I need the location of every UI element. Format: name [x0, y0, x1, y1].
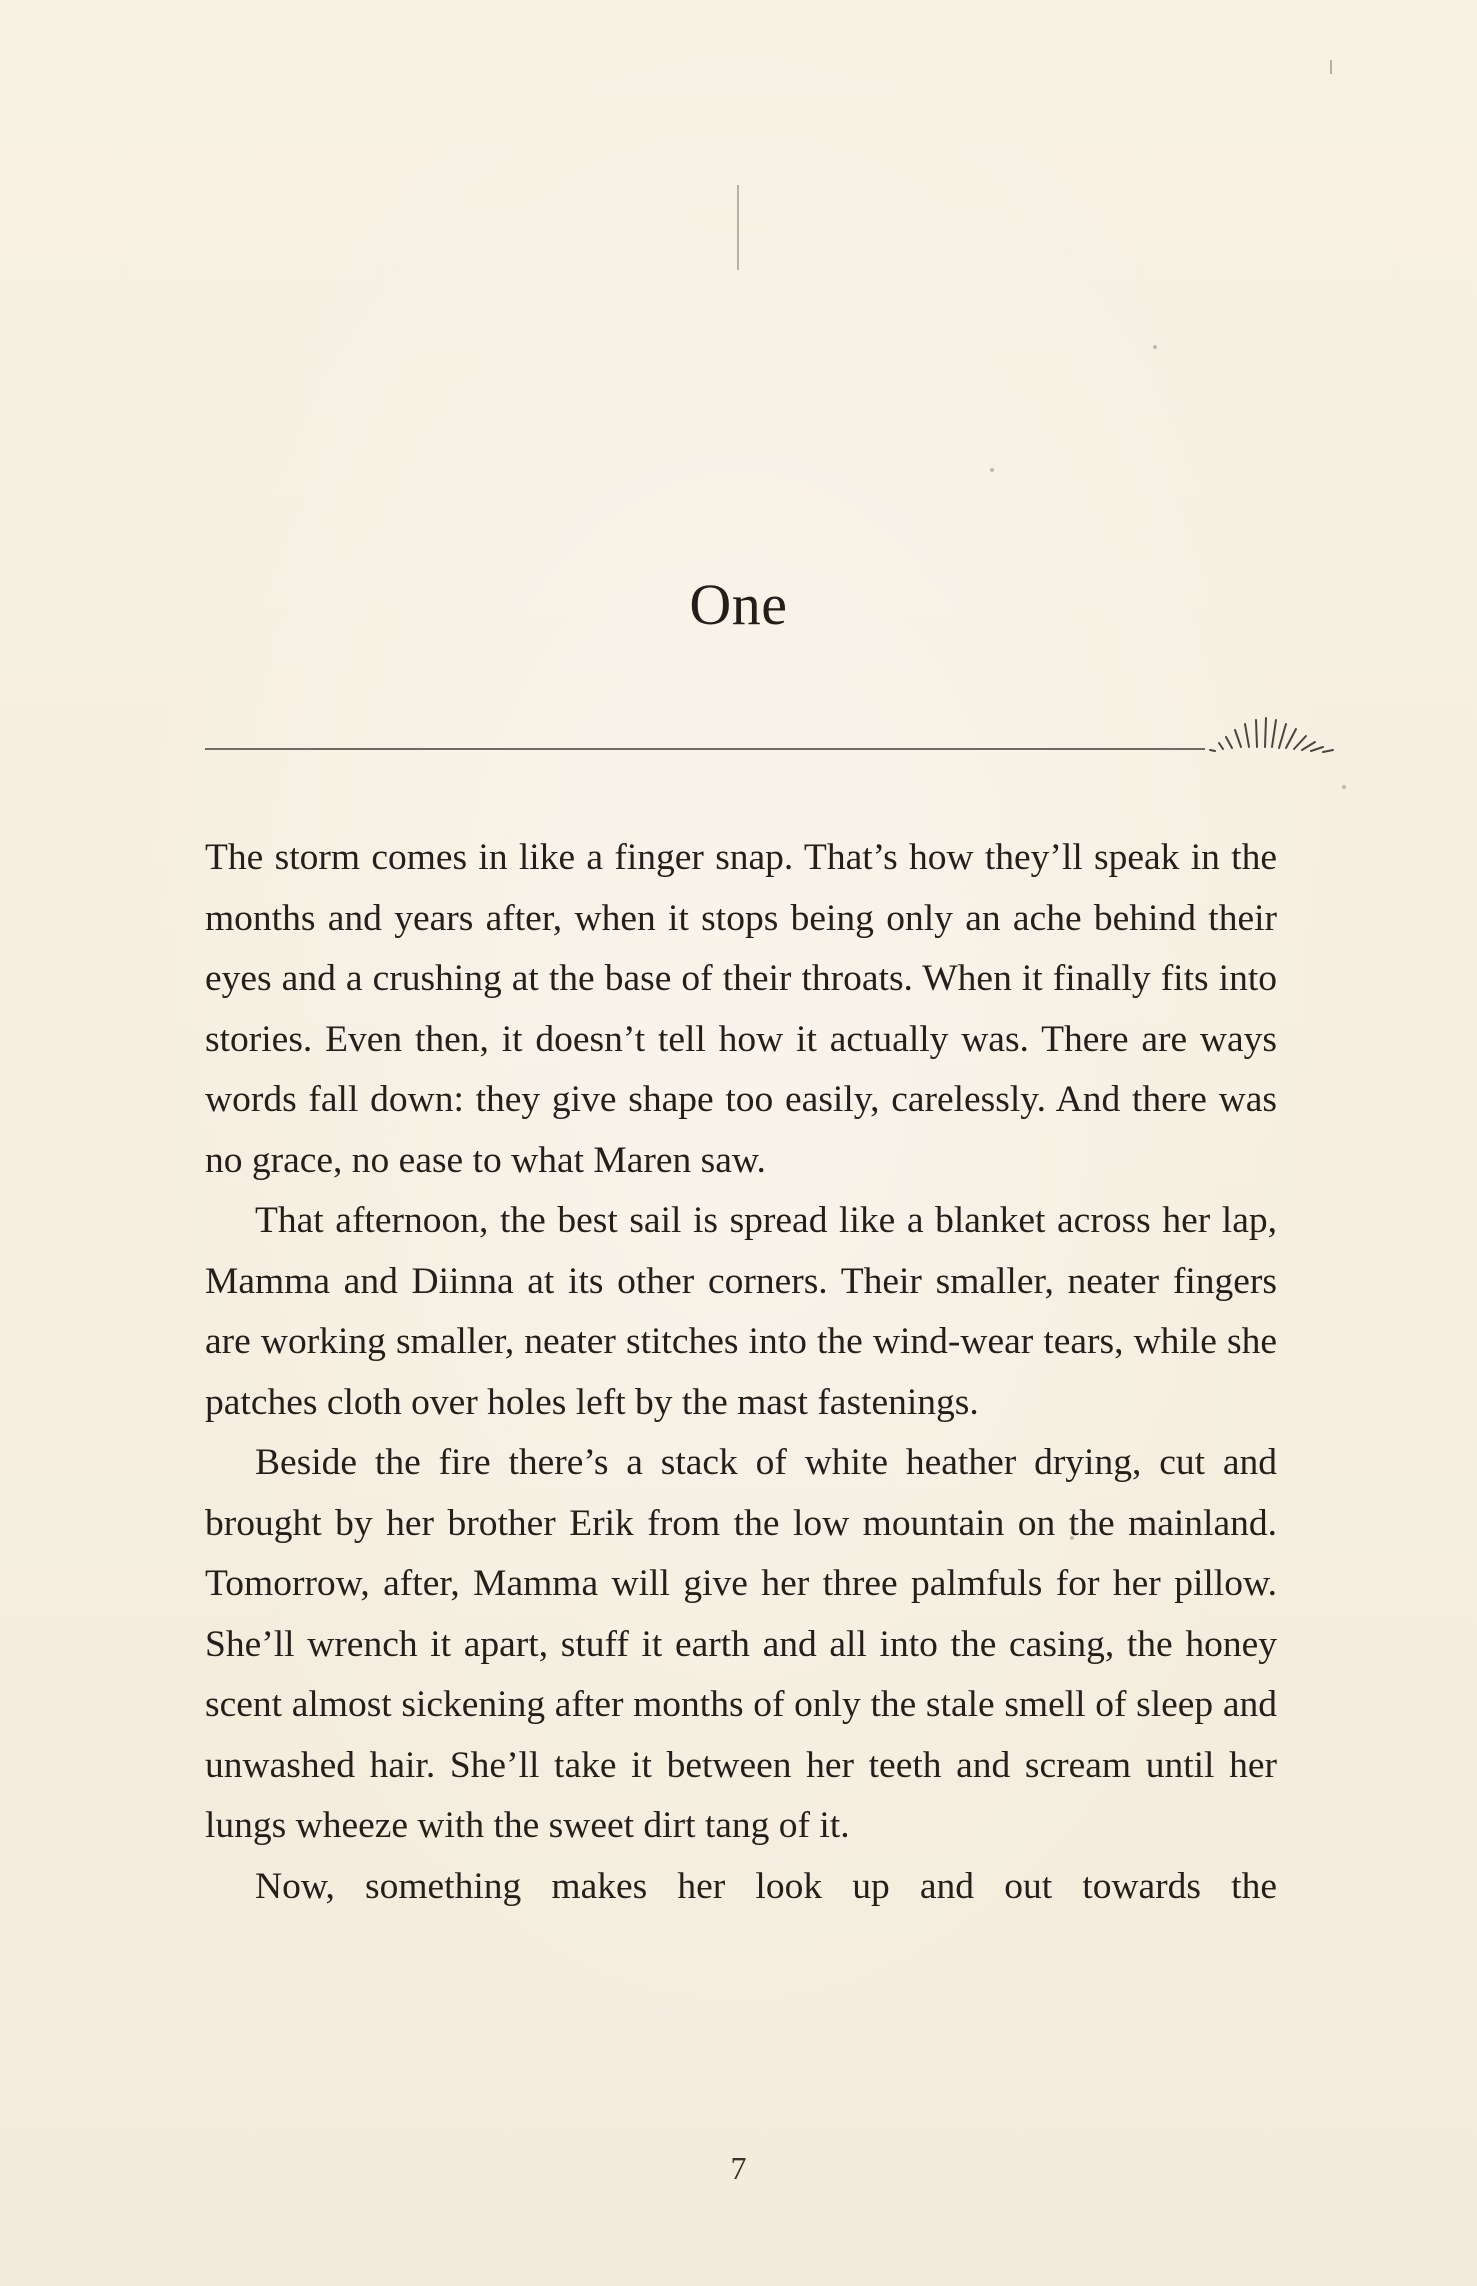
page-number: 7 [730, 2150, 747, 2186]
sunburst-ornament-icon [1205, 710, 1345, 755]
paper-speck [990, 468, 994, 472]
paragraph: Now, something makes her look up and out towards the [255, 1865, 1277, 1907]
chapter-body [205, 828, 1277, 1917]
paper-mark [1330, 60, 1332, 74]
paragraph: Beside the fire there’s a stack of white heather drying, cut and brought by her brother Erik from the low mountain on the mainland. Tomorrow, after, Mamma will give her three palmfuls for her pillow. She’ll wrench it apart, stuff it earth and all into the casing, the honey scent almost sickening after months of only the stale smell of sleep and unwashed hair. She’ll take it between her teeth and scream until her lungs wheeze with the sweet dirt tang of it. [205, 1442, 1277, 1846]
paper-speck [1342, 785, 1346, 789]
paragraph: The storm comes in like a finger snap. That’s how they’ll speak in the months and years after, when it stops being only an ache behind their eyes and a crushing at the base of their throats. When it finally fits into stories. Even then, it doesn’t tell how it actually was. There are ways words fall down: they give shape too easily, carelessly. And there was no grace, no ease to what Maren saw. [205, 837, 1277, 1181]
chapter-rule [205, 748, 1205, 750]
paper-speck [1153, 345, 1157, 349]
chapter-title: One [689, 572, 788, 637]
paragraph: That afternoon, the best sail is spread like a blanket across her lap, Mamma and Diinna at its other corners. Their smaller, neater fingers are working smaller, neater stitches into the wind-wear tears, while she patches cloth over holes left by the mast fastenings. [205, 1200, 1277, 1423]
paper-mark [737, 185, 739, 270]
